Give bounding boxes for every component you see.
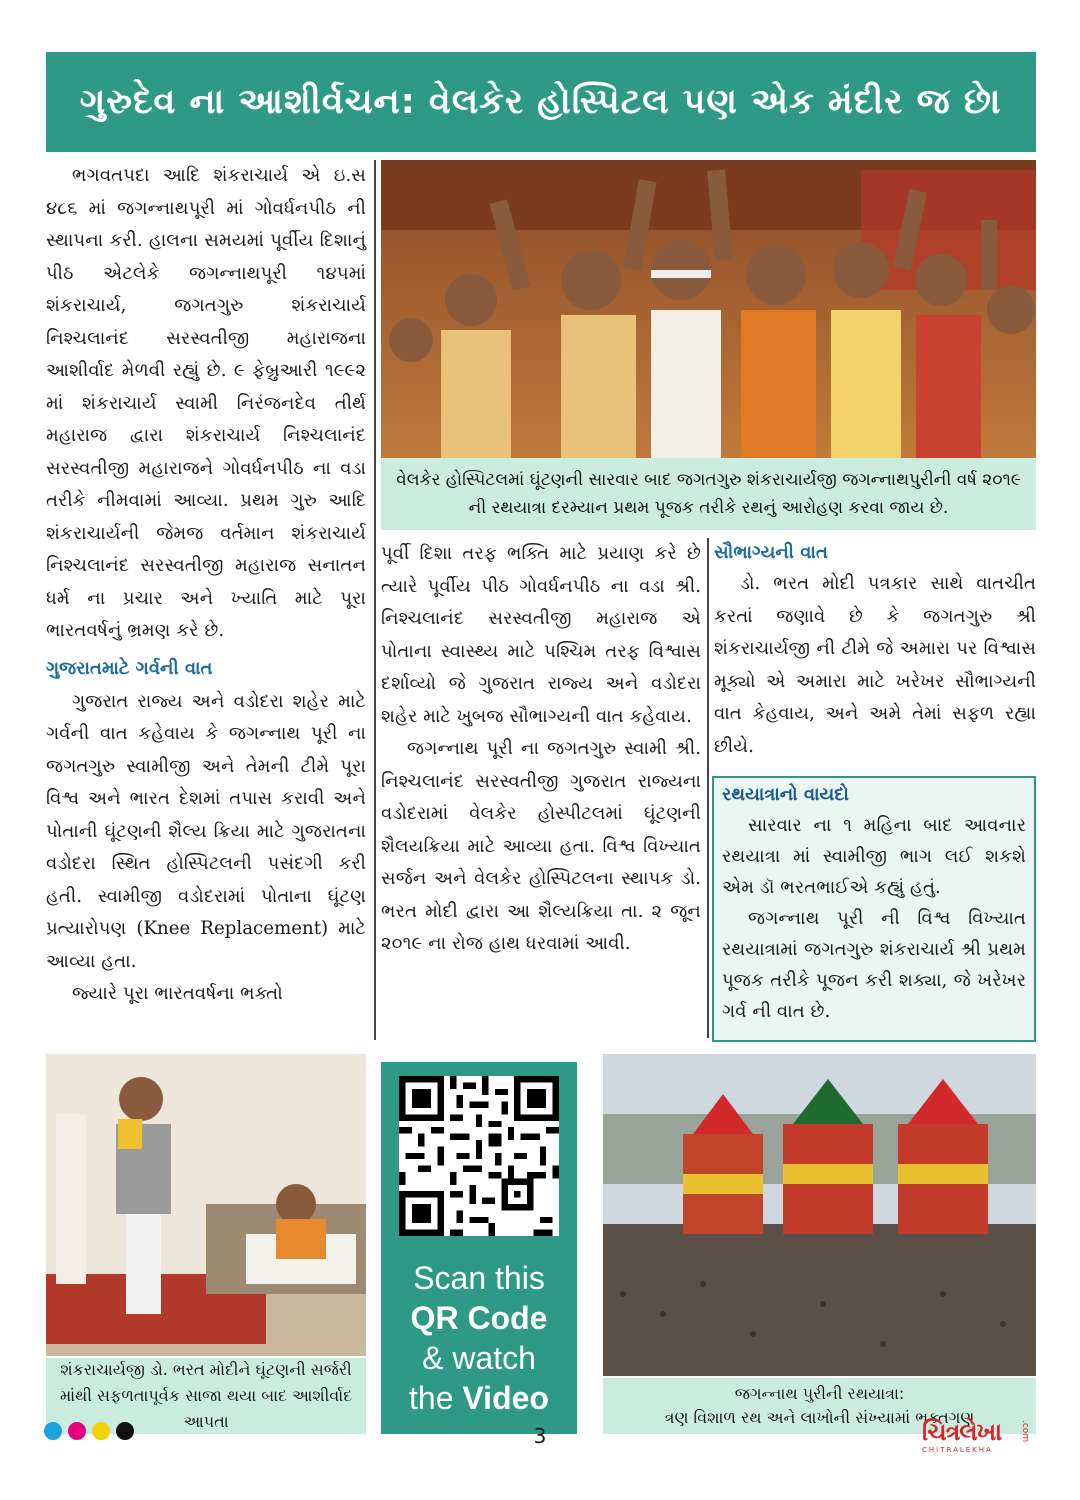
page-number: 3 <box>533 1424 547 1448</box>
paragraph: જગન્નાથ પૂરી ની વિશ્વ વિખ્યાત રથયાત્રામાં જગતગુરુ શંકરાચાર્ય શ્રી પ્રથમ પૂજક તરીકે પૂજન કરી શક્યા, જે ખરેખર ગર્વ ની વાત છે. <box>722 908 1026 1022</box>
top-photo-caption-text: વેલકેર હોસ્પિટલમાં ઘૂંટણની સારવાર બાદ જગતગુરુ શંકરાચાર્યજી જગન્નાથપુરીની વર્ષ ૨૦૧૯ ની રથયાત્રા દરમ્યાન પ્રથમ પૂજક તરીકે રથનું આરોહણ કરવા જાય છે. <box>396 470 1021 518</box>
headline-title: ગુરુદેવ ના આશીર્વચન: વેલકેર હોસ્પિટલ પણ એક મંદીર જ છે। <box>79 82 1003 122</box>
logo-subtext: CHITRALEKHA <box>922 1446 993 1454</box>
magenta-dot <box>68 1422 86 1440</box>
logo-text: ચિત્રલેખા <box>922 1418 1002 1446</box>
paragraph: ગુજરાત રાજ્ય અને વડોદરા શહેર માટે ગર્વની વાત કહેવાય કે જગન્નાથ પૂરી ના જગતગુરુ સ્વામીજી અને તેમની ટીમે પૂરા વિશ્વ અને ભારત દેશમાં તપાસ કરાવી અને પોતાની ઘૂંટણની શૈલ્ય ક્રિયા માટે ગુજરાતના વડોદરા સ્થિત હોસ્પિટલની પસંદગી કરી હતી. સ્વામીજી વડોદરામાં પોતાના ઘૂંટણ પ્રત્યારોપણ (Knee Replacement) માટે આવ્યા હતા. <box>46 690 366 972</box>
qr-code[interactable] <box>399 1076 559 1236</box>
bottom-left-caption-text: શંકરાચાર્યજી ડો. ભરત મોદીને ઘૂંટણની સર્જરી માંથી સફળતાપૂર્વક સાજા થયા બાદ આશીર્વાદ આપતા <box>59 1360 353 1431</box>
bottom-right-caption-line-1: જગન્નાથ પુરીની રથયાત્રા: <box>734 1384 905 1403</box>
qr-code-panel <box>381 1062 577 1434</box>
yellow-dot <box>92 1422 110 1440</box>
color-registration-dots <box>44 1422 134 1440</box>
column-divider <box>707 538 709 1038</box>
paragraph: જ્યારે પૂરા ભારતવર્ષના ભક્તો <box>72 983 283 1004</box>
rathyatra-chariots-photo <box>603 1054 1036 1376</box>
crowd-illustration <box>381 160 1036 458</box>
top-photo-caption <box>381 458 1036 530</box>
rathyatra-shankaracharya-photo <box>381 160 1036 458</box>
qr-line-3: & watch <box>422 1340 536 1376</box>
bottom-right-caption-line-2: ત્રણ વિશાળ રથ અને લાખોની સંખ્યામાં ભક્તગણ <box>664 1408 975 1427</box>
cyan-dot <box>44 1422 62 1440</box>
qr-line-4 <box>381 1378 577 1418</box>
qr-line-4a: the <box>409 1380 463 1416</box>
rathyatra-promise-box <box>712 776 1036 1042</box>
paragraph: સારવાર ના ૧ મહિના બાદ આવનાર રથયાત્રા માં સ્વામીજી ભાગ લઈ શકશે એમ ડૉ ભરતભાઈએ કહ્યું હતું. <box>722 815 1026 898</box>
section-heading-rathyatra-promise: રથયાત્રાનો વાયદો <box>722 784 849 805</box>
section-heading-good-fortune: સૌભાગ્યની વાત <box>714 542 828 563</box>
headline-banner <box>46 52 1036 152</box>
qr-line-1: Scan this <box>413 1260 545 1296</box>
paragraph: ડો. ભરત મોદી પત્રકાર સાથે વાતચીત કરતાં જણાવે છે કે જગતગુરુ શ્રી શંકરાચાર્યજી ની ટીમે જે અમારા પર વિશ્વાસ મૂક્યો એ અમારા માટે ખરેખર સૌભાગ્યની વાત કેહવાય, અને અમે તેમાં સફળ રહ્યા છીયે. <box>714 573 1036 757</box>
qr-line-4b: Video <box>462 1380 549 1416</box>
room-illustration <box>46 1054 366 1356</box>
paragraph: ભગવતપદા આદિ શંકરાચાર્ય એ ઇ.સ ૪૮૬ માં જગન્નાથપૂરી માં ગોવર્ધનપીઠ ની સ્થાપના કરી. હાલના સમયમાં પૂર્વીય દિશાનું પીઠ એટલેકે જગન્નાથપૂરી ૧૪૫માં શંકરાચાર્ય, જગતગુરુ શંકરાચાર્ય નિશ્ચલાનંદ સરસ્વતીજી મહારાજના આશીર્વાદ મેળવી રહ્યું છે. ૯ ફેબ્રુઆરી ૧૯૯૨ માં શંકરાચાર્ય સ્વામી નિરંજનદેવ તીર્થ મહારાજ દ્વારા શંકરાચાર્ય નિશ્ચલાનંદ સરસ્વતીજી મહારાજને ગોવર્ધનપીઠ ના વડા તરીકે નીમવામાં આવ્યા. પ્રથમ ગુરુ આદિ શંકરાચાર્યની જેમજ વર્તમાન શંકરાચાર્ય નિશ્ચલાનંદ સરસ્વતીજી મહારાજ સનાતન ધર્મ ના પ્રચાર અને ખ્યાતિ માટે પૂરા ભારતવર્ષનું ભ્રમણ કરે છે. <box>46 165 366 641</box>
logo-dotcom: .com <box>1020 1420 1030 1443</box>
qr-line-2: QR Code <box>410 1300 548 1336</box>
section-heading-gujarat-pride: ગુજરાતમાટે ગર્વની વાત <box>46 657 213 679</box>
qr-instructions <box>381 1258 577 1418</box>
paragraph: પૂર્વી દિશા તરફ ભક્તિ માટે પ્રયાણ કરે છે ત્યારે પૂર્વીય પીઠ ગોવર્ધનપીઠ ના વડા શ્રી. નિશ્ચલાનંદ સરસ્વતીજી મહારાજ એ પોતાના સ્વાસ્થ્ય માટે પશ્ચિમ તરફ વિશ્વાસ દર્શાવ્યો જે ગુજરાત રાજ્ય અને વડોદરા શહેર માટે ખુબજ સૌભાગ્યની વાત કહેવાય. <box>381 543 701 727</box>
black-dot <box>116 1422 134 1440</box>
chariots-illustration <box>603 1054 1036 1376</box>
article-column-1 <box>46 160 366 1011</box>
article-column-2 <box>381 538 701 961</box>
chitralekha-logo <box>922 1418 1030 1458</box>
doctor-blessing-photo <box>46 1054 366 1356</box>
article-column-3 <box>714 538 1036 763</box>
column-divider <box>374 160 376 1040</box>
qr-code-icon <box>399 1076 559 1236</box>
paragraph: જગન્નાથ પૂરી ના જગતગુરુ સ્વામી શ્રી. નિશ્ચલાનંદ સરસ્વતીજી ગુજરાત રાજ્યના વડોદરામાં વેલકેર હોસ્પીટલમાં ઘૂંટણની શૈલયક્રિયા માટે આવ્યા હતા. વિશ્વ વિખ્યાત સર્જન અને વેલકેર હોસ્પિટલના સ્થાપક ડો. ભરત મોદી દ્વારા આ શૈલ્યક્રિયા તા. ૨ જૂન ૨૦૧૯ ના રોજ હાથ ધરવામાં આવી. <box>381 738 701 954</box>
